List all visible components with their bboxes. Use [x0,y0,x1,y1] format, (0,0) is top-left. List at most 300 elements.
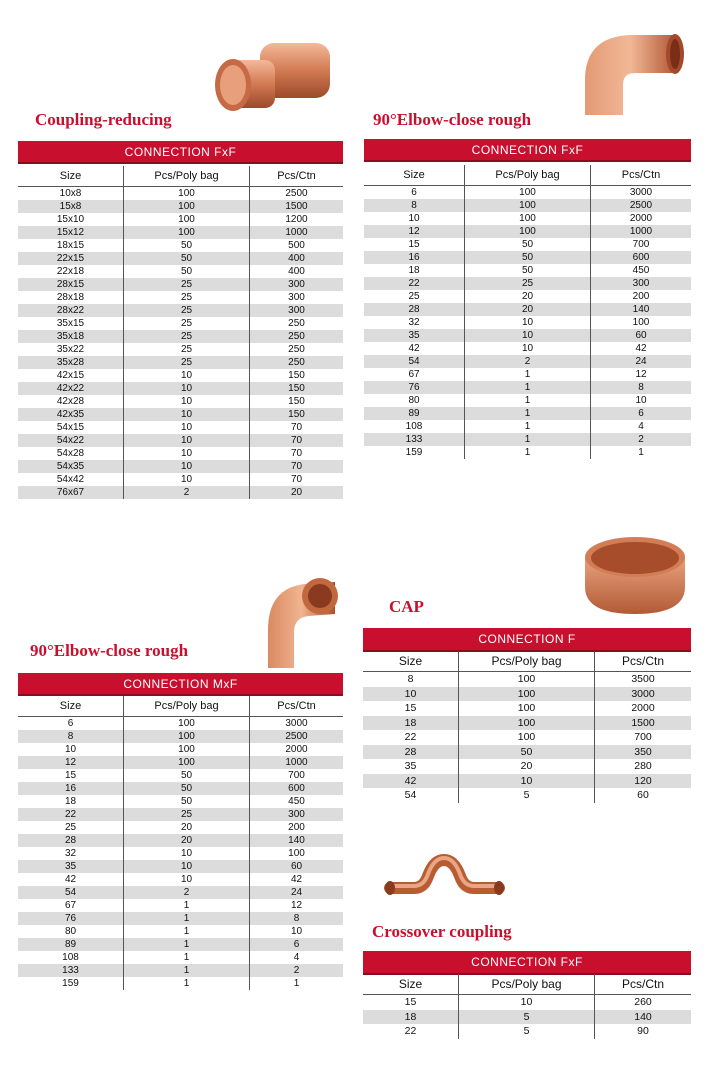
cell-size: 28x18 [56,292,85,303]
cell-pcs-poly-bag: 10 [465,342,591,355]
cell-pcs-ctn: 4 [250,951,344,964]
table-row [363,730,691,745]
cell-pcs-ctn: 2000 [591,212,692,225]
cell-size: 54 [404,789,417,801]
cell-pcs-poly-bag: 25 [124,356,250,369]
table-row [363,995,691,1010]
cell-size: 42 [64,874,77,885]
cell-pcs-poly-bag: 1 [465,381,591,394]
col-pcs-ctn: Pcs/Ctn [595,651,692,672]
cell-pcs-poly-bag: 25 [124,808,250,821]
cell-pcs-poly-bag: 10 [459,774,595,789]
connection-header: CONNECTION FxF [364,139,691,162]
table-row [364,420,691,433]
cell-pcs-poly-bag: 100 [124,756,250,769]
section-title: Crossover coupling [372,922,512,941]
cell-size: 42x22 [18,382,124,395]
table-row [364,394,691,407]
cell-pcs-ctn: 70 [250,421,344,434]
cell-size: 35 [364,329,465,342]
col-pcs-ctn: Pcs/Ctn [591,165,692,186]
cell-size: 35x18 [18,330,124,343]
cell-pcs-poly-bag: 1 [465,446,591,459]
cell-size: 15 [404,702,417,714]
table-row [18,382,343,395]
cell-pcs-ctn: 200 [250,821,344,834]
elbow-fxf-image [575,25,690,120]
cell-pcs-ctn: 150 [250,382,344,395]
cell-size: 54x35 [18,460,124,473]
col-pcs-poly-bag: Pcs/Poly bag [124,696,250,717]
table-row [18,317,343,330]
table-row [18,912,343,925]
cell-pcs-poly-bag: 50 [124,769,250,782]
cell-pcs-ctn: 1200 [250,213,344,226]
cell-size: 8 [364,199,465,212]
cell-size: 18 [408,265,420,276]
table-row [18,938,343,951]
cell-size: 133 [364,433,465,446]
cell-pcs-poly-bag: 1 [124,964,250,977]
table-row [364,251,691,264]
cell-size: 10 [408,213,420,224]
cell-pcs-poly-bag: 50 [124,795,250,808]
cell-pcs-poly-bag: 25 [124,291,250,304]
cell-pcs-ctn: 250 [250,343,344,356]
cell-size: 42x35 [18,408,124,421]
table-row [363,788,691,803]
table-row [18,730,343,743]
cell-pcs-poly-bag: 1 [465,433,591,446]
table-row [364,277,691,290]
cell-pcs-ctn: 42 [250,873,344,886]
cell-size: 42 [363,774,459,789]
table-row [364,303,691,316]
cell-pcs-poly-bag: 5 [459,1024,595,1039]
table-row [363,759,691,774]
cell-pcs-poly-bag: 100 [465,225,591,238]
cell-pcs-poly-bag: 1 [124,938,250,951]
table-row [18,343,343,356]
table-row [363,701,691,716]
cell-size: 6 [411,187,417,198]
table-row [18,369,343,382]
table-row [363,745,691,760]
table-row [364,381,691,394]
table-row [364,225,691,238]
col-size: Size [363,651,459,672]
table-row [18,925,343,938]
table-row [18,252,343,265]
table-row [18,408,343,421]
table-row [18,756,343,769]
table-row [18,226,343,239]
cell-pcs-ctn: 70 [250,434,344,447]
cell-pcs-poly-bag: 100 [459,730,595,745]
cell-pcs-ctn: 350 [595,745,692,760]
cell-size: 42x28 [56,396,85,407]
cell-size: 54x42 [56,474,85,485]
cell-pcs-ctn: 300 [250,304,344,317]
cell-pcs-ctn: 200 [591,290,692,303]
cell-pcs-ctn: 2500 [250,730,344,743]
cell-pcs-ctn: 300 [250,278,344,291]
cell-pcs-ctn: 450 [591,264,692,277]
cell-pcs-poly-bag: 50 [124,782,250,795]
cell-pcs-poly-bag: 10 [124,473,250,486]
cell-pcs-ctn: 1000 [250,756,344,769]
cell-pcs-ctn: 280 [595,759,692,774]
table-row [363,1010,691,1025]
cell-pcs-ctn: 2500 [591,199,692,212]
table-row [18,847,343,860]
cell-size: 89 [364,407,465,420]
cell-size: 35x22 [56,344,85,355]
table-row [18,278,343,291]
table-row [18,795,343,808]
cell-pcs-poly-bag: 25 [124,278,250,291]
cell-pcs-poly-bag: 20 [465,303,591,316]
spec-table [363,974,691,1039]
cell-pcs-ctn: 500 [250,239,344,252]
cell-size: 35 [18,860,124,873]
table-row [18,291,343,304]
elbow-mxf-image [250,570,345,670]
table-row [18,356,343,369]
cell-pcs-poly-bag: 50 [124,265,250,278]
cell-pcs-poly-bag: 100 [459,701,595,716]
cell-pcs-ctn: 600 [250,782,344,795]
table-row [364,407,691,420]
cell-pcs-ctn: 6 [591,407,692,420]
table-row [18,330,343,343]
table-row [18,899,343,912]
cell-pcs-ctn: 70 [250,460,344,473]
coupling-reducing-image [205,35,340,120]
table-row [363,1024,691,1039]
cell-pcs-poly-bag: 1 [124,912,250,925]
cell-size: 22x18 [56,266,85,277]
cell-pcs-poly-bag: 10 [459,995,595,1010]
cell-pcs-ctn: 4 [591,420,692,433]
cell-pcs-poly-bag: 100 [124,187,250,201]
cell-size: 67 [408,369,420,380]
connection-header: CONNECTION F [363,628,691,652]
col-pcs-ctn: Pcs/Ctn [250,696,344,717]
cell-pcs-ctn: 24 [250,886,344,899]
cell-pcs-ctn: 700 [250,769,344,782]
cell-size: 54 [364,355,465,368]
table-row [18,473,343,486]
cell-pcs-poly-bag: 100 [124,730,250,743]
col-pcs-poly-bag: Pcs/Poly bag [459,974,595,995]
table-row [364,342,691,355]
cell-size: 22x15 [18,252,124,265]
cell-size: 25 [408,291,420,302]
cell-size: 28x22 [18,304,124,317]
cell-pcs-ctn: 12 [250,899,344,912]
spec-table [18,166,343,499]
cell-size: 22 [18,808,124,821]
col-pcs-ctn: Pcs/Ctn [595,974,692,995]
cell-size: 18 [64,796,77,807]
cell-size: 133 [18,964,124,977]
cell-pcs-ctn: 1500 [595,716,692,731]
cell-size: 42x15 [56,370,85,381]
table-row [364,264,691,277]
table-row [363,716,691,731]
cell-pcs-ctn: 2500 [250,187,344,201]
cell-size: 28x15 [18,278,124,291]
cell-size: 18 [363,1010,459,1025]
cell-pcs-poly-bag: 10 [465,316,591,329]
cell-size: 18 [363,716,459,731]
cell-pcs-ctn: 1000 [591,225,692,238]
cell-pcs-ctn: 400 [250,252,344,265]
cell-pcs-ctn: 20 [250,486,344,499]
cell-pcs-poly-bag: 10 [124,434,250,447]
col-size: Size [18,166,124,187]
cell-size: 42 [408,343,420,354]
cell-pcs-poly-bag: 100 [465,212,591,225]
table-row [364,212,691,225]
cell-pcs-ctn: 2 [591,433,692,446]
cell-pcs-poly-bag: 50 [465,238,591,251]
cell-pcs-poly-bag: 1 [124,977,250,990]
cell-pcs-poly-bag: 20 [124,834,250,847]
cell-size: 54x22 [18,434,124,447]
cell-size: 28 [363,745,459,760]
cell-pcs-ctn: 2000 [250,743,344,756]
table-row [18,834,343,847]
cell-pcs-ctn: 8 [250,912,344,925]
cell-pcs-poly-bag: 10 [124,847,250,860]
cell-pcs-poly-bag: 1 [124,925,250,938]
cell-pcs-poly-bag: 2 [124,886,250,899]
cap-image [580,532,690,617]
cell-pcs-poly-bag: 100 [124,226,250,239]
cell-pcs-poly-bag: 25 [465,277,591,290]
cell-size: 108 [62,952,79,963]
cell-pcs-ctn: 60 [250,860,344,873]
cell-pcs-poly-bag: 100 [459,672,595,687]
cell-size: 35 [404,760,417,772]
table-row [18,447,343,460]
cell-size: 54x15 [56,422,85,433]
cell-size: 15x8 [18,200,124,213]
cell-pcs-poly-bag: 100 [124,743,250,756]
cell-pcs-ctn: 150 [250,369,344,382]
cell-size: 10x8 [59,188,82,199]
cell-size: 8 [18,730,124,743]
table-row [18,395,343,408]
cell-pcs-poly-bag: 1 [465,407,591,420]
cell-pcs-ctn: 12 [591,368,692,381]
table-row [18,304,343,317]
table-row [18,964,343,977]
cell-size: 15 [408,239,420,250]
cell-pcs-ctn: 250 [250,356,344,369]
cell-size: 108 [405,421,423,432]
cell-size: 80 [64,926,77,937]
table-row [18,421,343,434]
cell-pcs-poly-bag: 50 [465,251,591,264]
cell-pcs-ctn: 140 [591,303,692,316]
cell-pcs-poly-bag: 1 [124,951,250,964]
cell-size: 35x28 [18,356,124,369]
cell-pcs-poly-bag: 100 [465,186,591,200]
table-row [18,213,343,226]
cell-pcs-ctn: 140 [250,834,344,847]
col-size: Size [364,165,465,186]
cell-pcs-poly-bag: 100 [459,716,595,731]
cell-size: 28 [364,303,465,316]
cell-pcs-poly-bag: 50 [124,252,250,265]
cell-pcs-ctn: 700 [595,730,692,745]
cell-size: 89 [18,938,124,951]
cell-pcs-poly-bag: 10 [124,382,250,395]
cell-size: 54 [18,886,124,899]
table-row [18,808,343,821]
cell-pcs-ctn: 150 [250,408,344,421]
cell-pcs-ctn: 2 [250,964,344,977]
cell-pcs-ctn: 100 [250,847,344,860]
cell-pcs-ctn: 400 [250,265,344,278]
cell-size: 32 [408,317,420,328]
cell-size: 8 [407,673,414,685]
table-row [363,774,691,789]
cell-size: 76x67 [18,486,124,499]
col-size: Size [363,974,459,995]
cell-pcs-ctn: 1500 [250,200,344,213]
cell-pcs-ctn: 24 [591,355,692,368]
cell-size: 22 [364,277,465,290]
spec-table [364,165,691,459]
cell-pcs-poly-bag: 100 [124,200,250,213]
cell-pcs-ctn: 2000 [595,701,692,716]
connection-header: CONNECTION FxF [18,141,343,164]
cell-pcs-poly-bag: 1 [465,394,591,407]
cell-pcs-poly-bag: 50 [465,264,591,277]
table-row [364,368,691,381]
cell-size: 6 [67,718,74,729]
cell-size: 80 [408,395,420,406]
cell-pcs-poly-bag: 10 [124,369,250,382]
cell-size: 15x12 [18,226,124,239]
col-pcs-poly-bag: Pcs/Poly bag [465,165,591,186]
table-row [364,355,691,368]
cell-pcs-poly-bag: 50 [459,745,595,760]
table-row [18,187,343,201]
cell-size: 159 [405,447,423,458]
cell-size: 76 [364,381,465,394]
table-row [18,239,343,252]
table-row [18,200,343,213]
cell-pcs-poly-bag: 20 [124,821,250,834]
spec-table [18,696,343,990]
cell-pcs-poly-bag: 10 [124,421,250,434]
table-row [18,782,343,795]
spec-table [363,651,691,803]
cell-pcs-poly-bag: 1 [465,368,591,381]
table-row [18,717,343,731]
table-row [364,238,691,251]
table-row [364,329,691,342]
cell-pcs-poly-bag: 100 [124,717,250,731]
cell-pcs-poly-bag: 100 [465,199,591,212]
table-row [18,486,343,499]
cell-size: 10 [64,744,77,755]
table-row [18,769,343,782]
cell-pcs-ctn: 260 [595,995,692,1010]
cell-size: 76 [18,912,124,925]
cell-pcs-ctn: 600 [591,251,692,264]
cell-pcs-poly-bag: 5 [459,1010,595,1025]
cell-pcs-poly-bag: 10 [124,860,250,873]
cell-pcs-poly-bag: 20 [459,759,595,774]
section-title: 90°Elbow-close rough [30,641,189,660]
section-title: Coupling-reducing [35,110,172,129]
cell-pcs-ctn: 300 [250,808,344,821]
cell-pcs-poly-bag: 2 [124,486,250,499]
cell-pcs-poly-bag: 10 [124,395,250,408]
cell-pcs-poly-bag: 25 [124,317,250,330]
cell-pcs-poly-bag: 25 [124,304,250,317]
cell-size: 10 [363,687,459,702]
cell-pcs-ctn: 1 [591,446,692,459]
cell-size: 16 [364,251,465,264]
col-pcs-poly-bag: Pcs/Poly bag [124,166,250,187]
col-size: Size [18,696,124,717]
cell-pcs-poly-bag: 1 [124,899,250,912]
cell-pcs-ctn: 90 [595,1024,692,1039]
col-pcs-poly-bag: Pcs/Poly bag [459,651,595,672]
cell-size: 12 [18,756,124,769]
cell-pcs-ctn: 70 [250,447,344,460]
col-pcs-ctn: Pcs/Ctn [250,166,344,187]
cell-size: 22 [404,731,417,743]
cell-pcs-ctn: 60 [595,788,692,803]
cell-pcs-ctn: 10 [250,925,344,938]
table-row [364,433,691,446]
cell-pcs-poly-bag: 10 [124,447,250,460]
cell-pcs-poly-bag: 50 [124,239,250,252]
cell-size: 35x15 [56,318,85,329]
cell-pcs-ctn: 3000 [250,717,344,731]
table-row [18,265,343,278]
cell-pcs-ctn: 1 [250,977,344,990]
cell-size: 25 [64,822,77,833]
cell-size: 159 [62,978,79,989]
cell-pcs-ctn: 100 [591,316,692,329]
cell-size: 22 [404,1025,417,1037]
section-title: 90°Elbow-close rough [373,110,532,129]
table-row [363,687,691,702]
cell-size: 15x10 [56,214,85,225]
cell-pcs-ctn: 150 [250,395,344,408]
cell-pcs-poly-bag: 10 [124,460,250,473]
cell-pcs-ctn: 6 [250,938,344,951]
table-row [18,434,343,447]
connection-header: CONNECTION MxF [18,673,343,696]
cell-pcs-ctn: 10 [591,394,692,407]
cell-pcs-ctn: 120 [595,774,692,789]
table-row [18,977,343,990]
cell-pcs-ctn: 70 [250,473,344,486]
cell-size: 32 [64,848,77,859]
cell-pcs-ctn: 3500 [595,672,692,687]
table-row [18,460,343,473]
